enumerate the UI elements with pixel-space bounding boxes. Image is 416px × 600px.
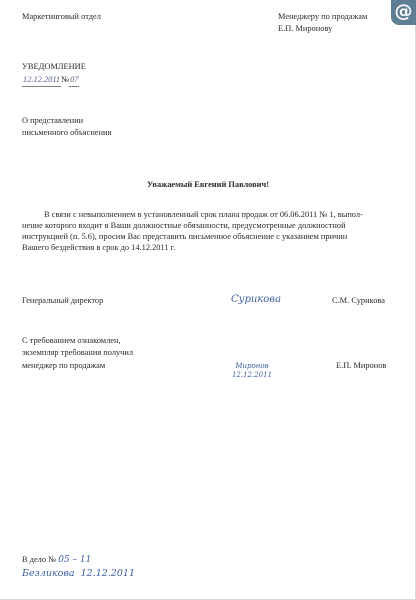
filing-label: В дело № [22,555,57,564]
filing-note [22,555,91,566]
document-number: 07 [69,75,79,87]
body-line-3: инструкцией (п. 5.6), просим Вас представить письменное объяснение с указанием причин [22,232,348,241]
subject-line-1: О представлении [22,116,84,125]
number-sign: № [61,75,70,84]
filing-date: 12.12.2011 [80,568,135,579]
addressee-name: Е.П. Миронову [278,24,333,33]
at-sign-logo-icon [391,0,416,25]
addressee-position: Менеджеру по продажам [278,12,368,21]
acknowledgement-line-2: экземпляр требования получил [22,348,134,357]
acknowledger-name: Е.П. Миронов [336,361,387,370]
signer-position: Генеральный директор [22,296,104,305]
filing-signer: Безликова [22,568,75,579]
body-line-2: нение которого входит в Ваши должностные обязанности, предусмотренные должностной [22,221,346,230]
body-line-1: В связи с невыполнением в установленный срок плана продаж от 06.06.2011 № 1, выпол- [44,210,363,219]
document-type: УВЕДОМЛЕНИЕ [22,62,86,71]
acknowledgement-date: 12.12.2011 [231,371,273,380]
document-date: 12.12.2011 [22,75,61,87]
document-date-number [22,75,79,87]
filing-signature [22,568,135,580]
salutation: Уважаемый Евгений Павлович! [146,180,270,189]
acknowledgement-handwritten [226,362,278,381]
sender-department: Маркетинговый отдел [22,12,101,21]
signer-name: С.М. Сурикова [332,296,385,305]
subject-line-2: письменного объяснения [22,128,112,137]
acknowledgement-line-1: С требованием ознакомлен, [22,336,121,345]
logo-glyph: @ [394,1,413,22]
handwritten-signature: Сурикова [231,294,282,305]
acknowledgement-signature: Миронов [235,362,269,370]
filing-number: 05 – 11 [58,555,92,565]
acknowledgement-line-3: менеджер по продажам [22,361,106,370]
body-line-4: Вашего бездействия в срок до 14.12.2011 г. [22,243,176,252]
